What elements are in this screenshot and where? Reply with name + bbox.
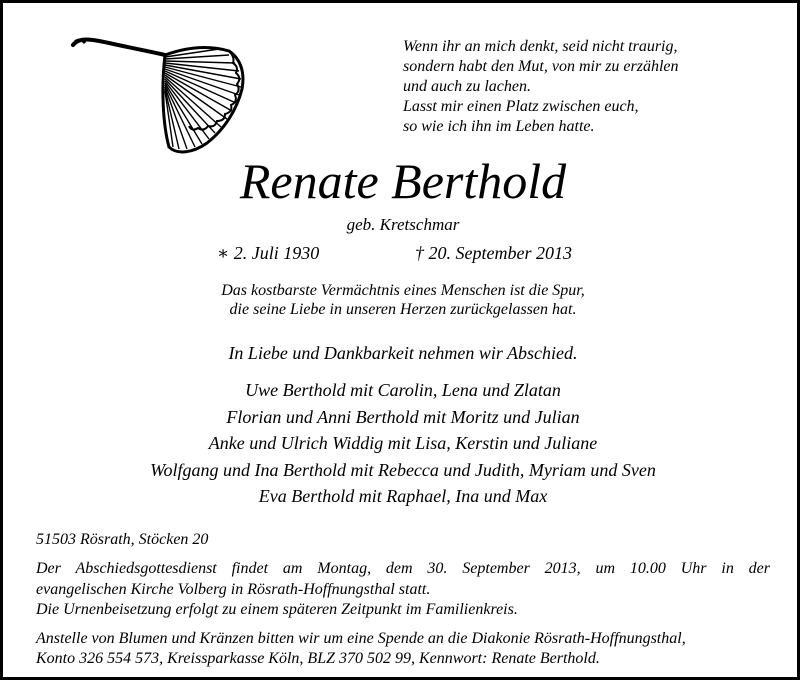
poem-line: so wie ich ihn im Leben hatte. <box>403 118 595 135</box>
quote-line: Das kostbarste Vermächtnis eines Menschen ist die Spur, <box>221 282 585 299</box>
death-date: † 20. September 2013 <box>415 243 572 263</box>
poem-line: Lasst mir einen Platz zwischen euch, <box>403 98 639 115</box>
farewell-text: In Liebe und Dankbarkeit nehmen wir Abschied. <box>228 343 578 363</box>
donation-line: Konto 326 554 573, Kreissparkasse Köln, BLZ 370 502 99, Kennwort: Renate Berthold. <box>36 650 600 667</box>
family-member-line: Eva Berthold mit Raphael, Ina und Max <box>258 486 548 506</box>
birth-date: ∗ 2. Juli 1930 <box>217 243 320 263</box>
family-member-line: Florian und Anni Berthold mit Moritz und Julian <box>226 406 580 427</box>
birth-name: geb. Kretschmar <box>346 215 460 234</box>
ginkgo-leaf-icon <box>69 29 259 159</box>
family-member-line: Anke und Ulrich Widdig mit Lisa, Kerstin und Juliane <box>208 433 598 453</box>
family-member-line: Uwe Berthold mit Carolin, Lena und Zlatan <box>245 380 561 400</box>
memorial-quote <box>3 281 800 319</box>
poem-line: sondern habt den Mut, von mir zu erzählen <box>403 58 679 75</box>
service-info <box>36 559 770 621</box>
donation-info <box>36 629 770 669</box>
poem-line: und auch zu lachen. <box>403 78 531 95</box>
quote-line: die seine Liebe in unseren Herzen zurückgelassen hat. <box>229 301 577 318</box>
service-line: Der Abschiedsgottesdienst findet am Montag, dem 30. September 2013, um 10.00 Uhr in der <box>36 560 770 577</box>
deceased-name: Renate Berthold <box>239 153 567 209</box>
family-list <box>3 377 800 510</box>
poem <box>403 37 783 137</box>
family-member-line: Wolfgang und Ina Berthold mit Rebecca und Judith, Myriam und Sven <box>150 459 656 480</box>
service-line: Die Urnenbeisetzung erfolgt zu einem späteren Zeitpunkt im Familienkreis. <box>36 601 518 618</box>
poem-line: Wenn ihr an mich denkt, seid nicht traurig, <box>403 38 678 55</box>
donation-line: Anstelle von Blumen und Kränzen bitten wir um eine Spende an die Diakonie Rösrath-Hoffnungsthal, <box>36 630 686 647</box>
family-address: 51503 Rösrath, Stöcken 20 <box>36 531 209 548</box>
service-line: evangelischen Kirche Volberg in Rösrath-Hoffnungsthal statt. <box>36 580 431 598</box>
